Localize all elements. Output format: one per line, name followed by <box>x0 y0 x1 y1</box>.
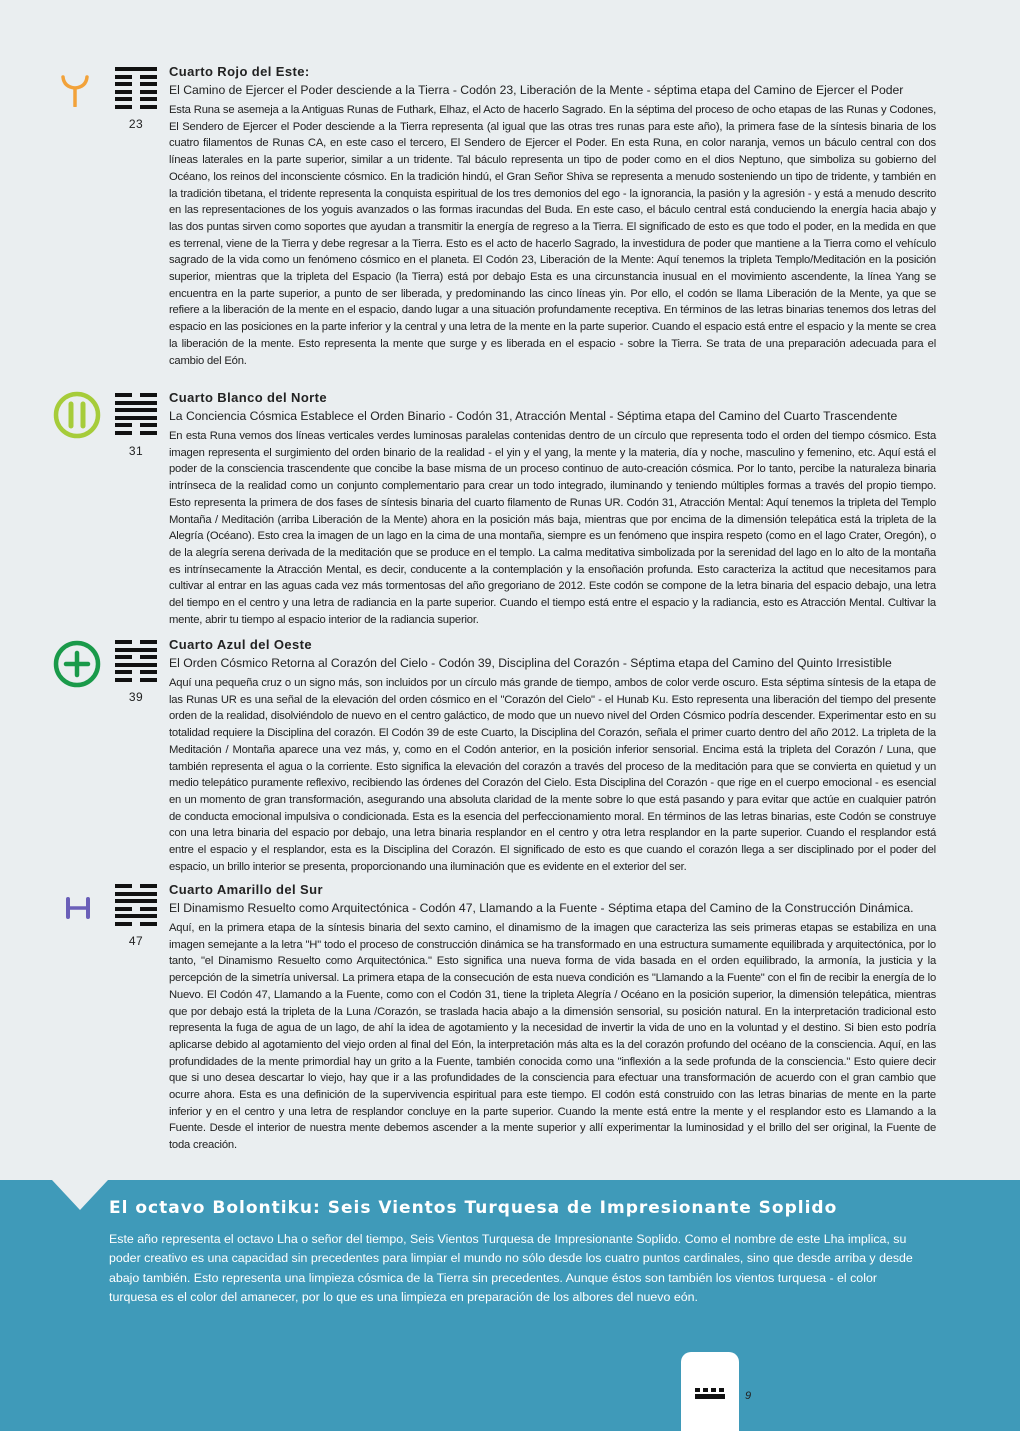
codon-line-yin <box>115 907 157 911</box>
codon-line-yin <box>115 678 157 682</box>
two-bars-circle-rune-icon <box>53 391 101 439</box>
codon-line-yang <box>115 401 157 405</box>
codon-line-yin <box>115 97 157 101</box>
codon-line-yin <box>115 431 157 435</box>
codon-number: 47 <box>128 934 144 948</box>
cross-circle-rune-icon <box>53 640 101 688</box>
codon-line-yin <box>115 655 157 659</box>
codon-39-icon <box>115 640 157 685</box>
section-subtitle: El Camino de Ejercer el Poder desciende a la Tierra - Codón 23, Liberación de la Mente - séptima etapa del Camino de Ejercer el Poder <box>169 83 904 97</box>
section-subtitle: El Orden Cósmico Retorna al Corazón del Cielo - Codón 39, Disciplina del Corazón - Séptima etapa del Camino del Quinto Irresistible <box>169 656 892 670</box>
codon-line-yin <box>115 75 157 79</box>
codon-line-yang <box>115 67 157 71</box>
section-body: Aquí, en la primera etapa de la síntesis binaria del sexto camino, el dinamismo de la imagen que caracteriza las seis primeras etapas se estabiliza en una imagen semejante a la letra "H" todo el proceso de construcción dinámica se ha transformado en una estructura sumamente equilibrada y arquitectónica, por lo tanto, "el Dinamismo Resuelto como Arquitectónica." Esto significa una nueva forma de vida basada en el orden equilibrado, la armonía, la justicia y la percepción de la simetría universal. La primera etapa de la consecución de esta nueva condición es "Llamando a la Fuente" con el fin de recibir la energía de lo Nuevo. El Codón 47, Llamando a la Fuente, como con el Codón 31, tiene la tripleta Alegría / Océano en la posición superior, la dimensión telepática, mientras que por debajo está la tripleta de la Luna /Corazón, se traslada hacia abajo a la dimensión sensorial, su posición natural. En la interpretación tradicional esto representa la fuga de agua de un lago, de ahí la idea de agotamiento y la necesidad de invertir la vida de uno en la voluntad y el destino. Si bien esto podría aplicarse debido al agotamiento del viejo orden al final del Eón, la interpretación más alta es la del corazón profundo del océano de la consciencia. Aquí, en las profundidades de la mente primordial hay un grito a la Fuente, también conocida como una "inflexión a la sede profunda de la consciencia." Esto quiere decir que si uno desea descartar lo viejo, hay que ir a las profundidades de la consciencia para efectuar una transformación de acuerdo con el gran cambio que ocurre ahora. Esta es una definición de la supervivencia espiritual para este tiempo. El codón está construido con las letras binarias de mente en la parte inferior y en el centro y una letra de resplandor concluye en la parte superior. Cuando la mente está entre la mente y el resplandor esto es Llamando a la Fuente. Desde el interior de nuestra mente debemos ascender a la mente superior y allí experimentar la luminosidad y el brillo del ser original, la Fuente de toda creación. <box>169 922 936 1152</box>
section-body: En esta Runa vemos dos líneas verticales verdes luminosas paralelas contenidas dentro de un círculo que representa todo el orden del tiempo cósmico. Esta imagen representa el surgimiento del orden binario de la realidad - el yin y el yang, la mente y la materia, día y noche, masculino y femenino, etc. Aquí está el poder de la consciencia trascendente que concibe la base misma de un proceso continuo de auto-creación cósmica. Por lo tanto, percibe la naturaleza binaria intrínseca de la realidad como un conjunto complementario para crear un todo integrado, iluminando y teniendo múltiples formas a través del propio tiempo. Esto representa la primera de dos fases de síntesis binaria del cuarto filamento de Runas UR. Codón 31, Atracción Mental: Aquí tenemos la tripleta del Templo Montaña / Meditación (arriba Liberación de la Mente) ahora en la posición más baja, mientras que por encima de la dimensión telepática está la tripleta de la Alegría (Océano). Esto crea la imagen de un lago en la cima de una montaña, siempre es un fenómeno que inspira respeto (como en el lago Crater, Oregón), o de la alegría serena derivada de la meditación que se produce en el templo. La calma meditativa simbolizada por la serenidad del lago en lo alto de la montaña es intrínsecamente la Atracción Mental, es decir, conducente a la contemplación y la ensoñación profunda. Esto caracteriza la actitud que necesitamos para cultivar al entrar en las aguas cada vez más tormentosas del año gregoriano de 2012. Este codón se compone de la letra binaria del espacio debajo, una letra del tiempo en el centro y una letra de radiancia en la parte superior. Cuando el tiempo está entre el espacio y la radiancia, esto es Atracción Mental. Cultivar la mente, abrir tu tiempo al espacio interior de la radiancia superior. <box>169 430 936 626</box>
codon-23-icon <box>115 67 157 112</box>
codon-31-icon <box>115 393 157 438</box>
h-rune-icon <box>65 897 91 919</box>
section-subtitle: El Dinamismo Resuelto como Arquitectónica - Codón 47, Llamando a la Fuente - Séptima etapa del Camino de la Construcción Dinámica. <box>169 901 914 915</box>
section-title: Cuarto Amarillo del Sur <box>169 882 323 897</box>
codon-line-yang <box>115 648 157 652</box>
codon-line-yang <box>115 408 157 412</box>
codon-line-yin <box>115 640 157 644</box>
codon-number: 39 <box>128 690 144 704</box>
footer-notch <box>52 1180 108 1210</box>
footer-title: El octavo Bolontiku: Seis Vientos Turquesa de Impresionante Soplido <box>109 1198 838 1218</box>
trident-rune-icon <box>60 75 90 107</box>
codon-number: 31 <box>128 444 144 458</box>
codon-line-yin <box>115 90 157 94</box>
codon-line-yin <box>115 922 157 926</box>
codon-line-yin <box>115 670 157 674</box>
codon-line-yin <box>115 393 157 397</box>
codon-line-yang <box>115 914 157 918</box>
codon-line-yang <box>115 416 157 420</box>
codon-line-yang <box>115 899 157 903</box>
codon-47-icon <box>115 884 157 929</box>
section-title: Cuarto Azul del Oeste <box>169 637 312 652</box>
codon-number: 23 <box>128 117 144 131</box>
section-subtitle: La Conciencia Cósmica Establece el Orden Binario - Codón 31, Atracción Mental - Séptima etapa del Camino del Cuarto Trascendente <box>169 409 898 423</box>
footer-body: Este año representa el octavo Lha o señor del tiempo, Seis Vientos Turquesa de Impresionante Soplido. Como el nombre de este Lha implica, su poder creativo es una capacidad sin precedentes para limpiar el mundo no sólo desde los cuatro puntos cardinales, sino que desde arriba y desde abajo también. Esto representa una limpieza cósmica de la Tierra sin precedentes. Aunque éstos son también los vientos turquesa - el color turquesa es el color del amanecer, por lo que es una limpieza en preparación de los albores del nuevo eón. <box>109 1232 913 1304</box>
section-body: Esta Runa se asemeja a la Antiguas Runas de Futhark, Elhaz, el Acto de hacerlo Sagrado. En la séptima del proceso de ocho etapas de las Runas y Codones, El Sendero de Ejercer el Poder desciende a la Tierra representa (al igual que las otras tres runas para este año), la primera fase de la síntesis binaria de los cuatro filamentos de Runas CA, en este caso el tercero, El Sendero de Ejercer el Poder. En esta Runa, en color naranja, vemos un báculo central con dos líneas laterales en la parte superior, similar a un tridente. Tal báculo representa un tipo de poder como en el dios Neptuno, que simboliza su gobierno del Océano, los reinos del inconsciente cósmico. En la tradición hindú, el Gran Señor Shiva se representa a menudo sosteniendo un tipo de tridente, y también en la tradición tibetana, el tridente representa la conquista espiritual de los tres demonios del ego - la ignorancia, la pasión y la agresión - y está a menudo descrito en las representaciones de los yoguis avanzados o las formas iracundas del Buda. En este caso, el báculo central está conduciendo la energía hacia abajo y las dos puntas sirven como soportes que ayudan a transmitir la energía de regreso a la Tierra. El significado de esto es que todo el poder, en la medida en que es terrenal, viene de la Tierra y debe regresar a la Tierra. Esto es el acto de hacerlo Sagrado, la investidura de poder que mantiene a la Tierra como el vehículo sagrado de la vida como un fenómeno cósmico en el planeta. El Codón 23, Liberación de la Mente: Aquí tenemos la tripleta Templo/Meditación en la posición superior, mientras que la tripleta del Espacio (la Tierra) está por debajo Esta es una circunstancia inusual en el movimiento ascendente, la línea Yang se encuentra en la parte superior, a punto de ser liberada, y predominando las cinco líneas yin. Por ello, el codón se llama Liberación de la Mente, ya que se refiere a la liberación de la mente en el espacio, dando lugar a una situación profundamente receptiva. En términos de las letras binarias tenemos dos letras del espacio en las posiciones en la parte inferior y la central y una letra de la mente en la parte superior. Cuando el espacio está entre el espacio y la mente se crea la liberación de la mente. Esto representa la mente que surge y es liberada en el espacio - sobre la Tierra. Se trata de una preparación adecuada para el cambio del Eón. <box>169 104 936 367</box>
page-glyph-icon <box>695 1387 726 1399</box>
codon-line-yin <box>115 884 157 888</box>
codon-line-yin <box>115 82 157 86</box>
section-body: Aquí una pequeña cruz o un signo más, son incluidos por un círculo más grande de tiempo, ambos de color verde oscuro. Esta séptima síntesis de la etapa de las Runas UR es una señal de la elevación del orden cósmico en el "Corazón del Cielo" - el Hunab Ku. Esto representa una liberación del tiempo del presente orden de la realidad, disolviéndolo de nuevo en el centro galáctico, de modo que un nuevo nivel del Orden Cósmico podría descender. Experimentar esto en su totalidad requiere la Disciplina del corazón. El Codón 39 de este Cuarto, la Disciplina del Corazón, señala el primer cuarto dentro del año 2012. La tripleta de la Meditación / Montaña aparece una vez más, y, como en el Codón anterior, en la posición inferior sensorial. Encima está la tripleta del Corazón / Luna, que también representa el agua o la corriente. Esto significa la elevación del corazón a través del proceso de la meditación para que se convierta en quietud y un medio telepático puramente reflexivo, recibiendo las órdenes del Corazón del Cielo. Esta Disciplina del Corazón - que rige en el cuerpo emocional - es esencial en un momento de gran transformación, asegurando una absoluta claridad de la mente sobre lo que está pasando y para evitar que actúe en cualquier patrón de conducta emocional impulsiva o condicionada. Esta es la esencia del perfeccionamiento moral. En términos de las letras binarias, este Codón se construye con una letra binaria del espacio por debajo, una letra binaria resplandor en el centro y otra letra resplandor en la parte superior. Cuando el resplandor está entre el espacio y el resplandor, esta es la Disciplina del Corazón. El significado de esto es que cuando el corazón llega a ser disciplinado por el poder del espacio, un brillo interior se presenta, proporcionando una iluminación que es evidente en el exterior del ser. <box>169 677 936 873</box>
page-number: 9 <box>745 1390 752 1402</box>
codon-line-yin <box>115 105 157 109</box>
section-title: Cuarto Blanco del Norte <box>169 390 327 405</box>
codon-line-yang <box>115 663 157 667</box>
codon-line-yang <box>115 892 157 896</box>
codon-line-yin <box>115 423 157 427</box>
page-tab <box>681 1352 739 1431</box>
section-title: Cuarto Rojo del Este: <box>169 64 310 79</box>
